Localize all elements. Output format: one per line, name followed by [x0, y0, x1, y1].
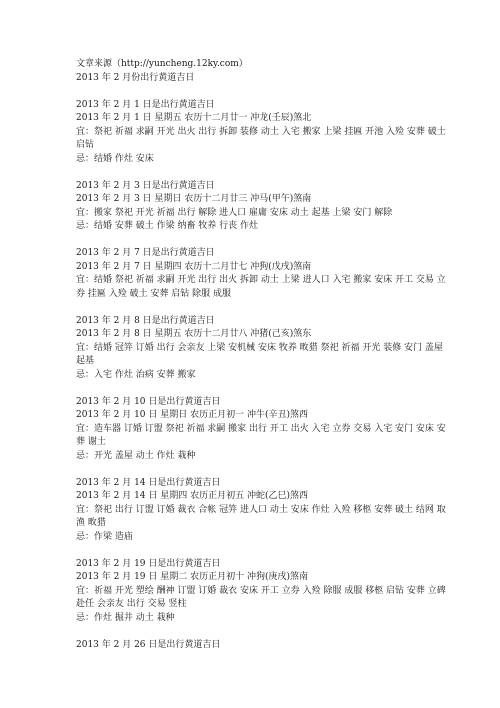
- entry-ji: 忌：结婚 安葬 破土 作梁 纳畜 牧养 行丧 作灶: [76, 221, 259, 231]
- entry-feb-3: [76, 180, 448, 234]
- entry-feb-14: [76, 477, 448, 545]
- entry-yi: 宜：祭祀 祈福 求嗣 开光 出火 出行 拆卸 装修 动土 入宅 搬家 上梁 挂匾 开池 入殓 安葬 破土 启钻: [76, 126, 446, 150]
- entry-heading: 2013 年 2 月 8 日是出行黄道吉日: [76, 315, 215, 326]
- entry-feb-26: [76, 639, 448, 653]
- entry-feb-1: [76, 99, 448, 167]
- entry-feb-10: [76, 396, 448, 464]
- entry-date-line: 2013 年 2 月 10 日 星期日 农历正月初一 冲牛(辛丑)煞西: [76, 410, 308, 420]
- entry-ji: 忌：作灶 掘井 动土 栽种: [76, 612, 175, 623]
- entry-yi: 宜：祭祀 出行 订盟 订婚 裁衣 合帐 冠笄 进人口 动土 安床 作灶 入殓 移柩 安葬 破土 结网 取渔 畋猎: [76, 504, 446, 528]
- entry-yi: 宜：祈福 开光 塑绘 酬神 订盟 订婚 裁衣 安床 开工 立券 入殓 除服 成服 移柩 启钻 安葬 立碑 赴任 会亲友 出行 交易 竖柱: [76, 585, 446, 609]
- entry-ji: 忌：作梁 造庙: [76, 531, 133, 542]
- entry-heading: 2013 年 2 月 14 日是出行黄道吉日: [76, 477, 221, 488]
- entry-ji: 忌：开光 盖屋 动土 作灶 栽种: [76, 450, 196, 461]
- entry-feb-19: [76, 558, 448, 626]
- entry-feb-8: [76, 315, 448, 383]
- entry-heading: 2013 年 2 月 26 日是出行黄道吉日: [76, 639, 221, 650]
- entry-date-line: 2013 年 2 月 19 日 星期二 农历正月初十 冲狗(庚戌)煞南: [76, 572, 308, 582]
- entry-date-line: 2013 年 2 月 14 日 星期四 农历正月初五 冲蛇(乙巳)煞西: [76, 491, 308, 501]
- article-title: 2013 年 2 月份出行黄道吉日: [76, 72, 195, 83]
- entry-heading: 2013 年 2 月 7 日是出行黄道吉日: [76, 248, 215, 258]
- entry-yi: 宜：结婚 祭祀 祈福 求嗣 开光 出行 出火 拆卸 动土 上梁 进人口 入宅 搬家 安床 开工 交易 立券 挂匾 入殓 破土 安葬 启钻 除服 成服: [76, 275, 446, 299]
- entry-yi: 宜：搬家 祭祀 开光 祈福 出行 解除 进人口 雇庸 安床 动土 起基 上梁 安门 解除: [76, 207, 393, 218]
- article-body: [76, 58, 448, 652]
- entry-feb-7: [76, 247, 448, 301]
- entry-ji: 忌：结婚 作灶 安床: [76, 153, 154, 164]
- entry-heading: 2013 年 2 月 1 日是出行黄道吉日: [76, 99, 215, 110]
- entry-ji: 忌：入宅 作灶 治病 安葬 搬家: [76, 369, 196, 380]
- source-line: 文章来源（http://yuncheng.12ky.com）: [76, 59, 248, 69]
- entry-yi: 宜：造车器 订婚 订盟 祭祀 祈福 求嗣 搬家 出行 开工 出火 入宅 立券 交易 入宅 安门 安床 安葬 谢土: [76, 423, 446, 447]
- entry-yi: 宜：结婚 冠笄 订婚 出行 会亲友 上梁 安机械 安床 牧养 畋猎 祭祀 祈福 开光 装修 安门 盖屋 起基: [76, 342, 443, 366]
- entry-date-line: 2013 年 2 月 7 日 星期四 农历十二月廿七 冲狗(戊戌)煞南: [76, 261, 312, 272]
- entry-date-line: 2013 年 2 月 8 日 星期五 农历十二月廿八 冲猪(己亥)煞东: [76, 329, 312, 339]
- entry-heading: 2013 年 2 月 10 日是出行黄道吉日: [76, 396, 221, 407]
- entry-date-line: 2013 年 2 月 3 日 星期日 农历十二月廿三 冲马(甲午)煞南: [76, 194, 312, 204]
- entry-heading: 2013 年 2 月 3 日是出行黄道吉日: [76, 180, 215, 191]
- entry-date-line: 2013 年 2 月 1 日 星期五 农历十二月廿一 冲龙(壬辰)煞北: [76, 113, 312, 123]
- entry-heading: 2013 年 2 月 19 日是出行黄道吉日: [76, 558, 221, 569]
